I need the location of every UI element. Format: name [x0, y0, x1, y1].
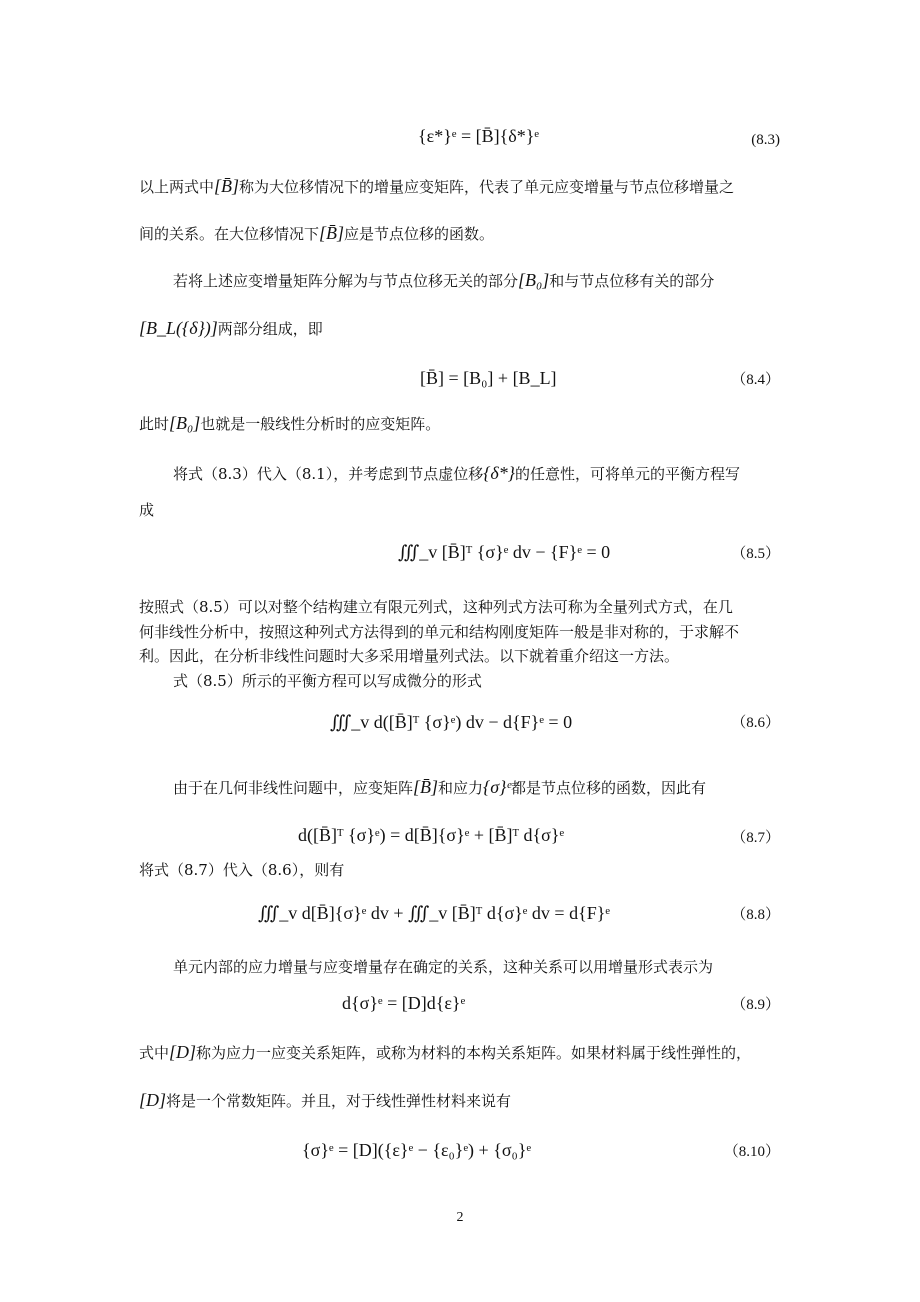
- inline-math-d: [D]: [169, 1042, 197, 1062]
- paragraph-line: 此时[B₀]也就是一般线性分析时的应变矩阵。: [139, 413, 441, 433]
- paragraph-line: 将式（8.3）代入（8.1），并考虑到节点虚位移{δ*}的任意性，可将单元的平衡方程写: [173, 463, 740, 483]
- paragraph-line: [B_L({δ})]两部分组成，即: [139, 318, 323, 338]
- equation-8-7: d([B̄]ᵀ {σ}ᵉ) = d[B̄]{σ}ᵉ + [B̄]ᵀ d{σ}ᵉ: [298, 825, 565, 845]
- eq-number-8-4: （8.4）: [731, 372, 780, 388]
- inline-math-b0: [B₀]: [169, 413, 201, 433]
- eq-number-8-3: (8.3): [751, 132, 780, 148]
- paragraph-line: 单元内部的应力增量与应变增量存在确定的关系，这种关系可以用增量形式表示为: [173, 958, 714, 976]
- equation-8-8: ∭_v d[B̄]{σ}ᵉ dv + ∭_v [B̄]ᵀ d{σ}ᵉ dv = d{F}ᵉ: [258, 903, 610, 923]
- paragraph-line: 若将上述应变增量矩阵分解为与节点位移无关的部分[B₀]和与节点位移有关的部分: [173, 270, 715, 290]
- paragraph-line: 按照式（8.5）可以对整个结构建立有限元列式，这种列式方法可称为全量列式方式，在几: [139, 598, 733, 616]
- inline-math-d: [D]: [139, 1090, 167, 1110]
- inline-math-dstar: {δ*}: [483, 463, 515, 483]
- paragraph-line: 间的关系。在大位移情况下[B̄]应是节点位移的函数。: [139, 223, 495, 243]
- eq-number-8-5: （8.5）: [731, 546, 780, 562]
- paragraph-line: 成: [139, 501, 155, 519]
- paragraph-line: 将式（8.7）代入（8.6），则有: [139, 861, 345, 879]
- inline-math-sigma: {σ}ᵉ: [483, 777, 512, 797]
- eq-number-8-9: （8.9）: [731, 997, 780, 1013]
- inline-math-b0: [B₀]: [518, 270, 550, 290]
- paragraph-line: 式中[D]称为应力一应变关系矩阵，或称为材料的本构关系矩阵。如果材料属于线性弹性的，: [139, 1042, 752, 1062]
- paragraph-line: 式（8.5）所示的平衡方程可以写成微分的形式: [173, 672, 482, 690]
- eq-number-8-8: （8.8）: [731, 907, 780, 923]
- eq-number-8-7: （8.7）: [731, 830, 780, 846]
- paragraph-line: [D]将是一个常数矩阵。并且，对于线性弹性材料来说有: [139, 1090, 512, 1110]
- inline-math-bl: [B_L({δ})]: [139, 318, 218, 338]
- page-number: 2: [456, 1210, 464, 1225]
- paragraph-line: 何非线性分析中，按照这种列式方法得到的单元和结构刚度矩阵一般是非对称的，于求解不: [139, 623, 740, 641]
- paragraph-line: 利。因此，在分析非线性问题时大多采用增量列式法。以下就着重介绍这一方法。: [139, 647, 680, 665]
- equation-8-9: d{σ}ᵉ = [D]d{ε}ᵉ: [342, 993, 466, 1013]
- inline-math-bbar: [B̄]: [214, 176, 240, 196]
- equation-8-10: {σ}ᵉ = [D]({ε}ᵉ − {ε₀}ᵉ) + {σ₀}ᵉ: [302, 1140, 532, 1160]
- eq-number-8-10: （8.10）: [723, 1144, 780, 1160]
- inline-math-bbar: [B̄]: [319, 223, 345, 243]
- equation-8-4: [B̄] = [B₀] + [B_L]: [420, 368, 557, 388]
- equation-8-3: {ε*}ᵉ = [B̄]{δ*}ᵉ: [418, 126, 539, 146]
- eq-number-8-6: （8.6）: [731, 715, 780, 731]
- paragraph-line: 以上两式中[B̄]称为大位移情况下的增量应变矩阵，代表了单元应变增量与节点位移增量之: [139, 176, 735, 196]
- equation-8-5: ∭_v [B̄]ᵀ {σ}ᵉ dv − {F}ᵉ = 0: [398, 542, 611, 562]
- equation-8-6: ∭_v d([B̄]ᵀ {σ}ᵉ) dv − d{F}ᵉ = 0: [330, 712, 573, 732]
- paragraph-line: 由于在几何非线性问题中，应变矩阵[B̄]和应力{σ}ᵉ都是节点位移的函数，因此有: [173, 777, 707, 797]
- inline-math-bbar: [B̄]: [413, 777, 439, 797]
